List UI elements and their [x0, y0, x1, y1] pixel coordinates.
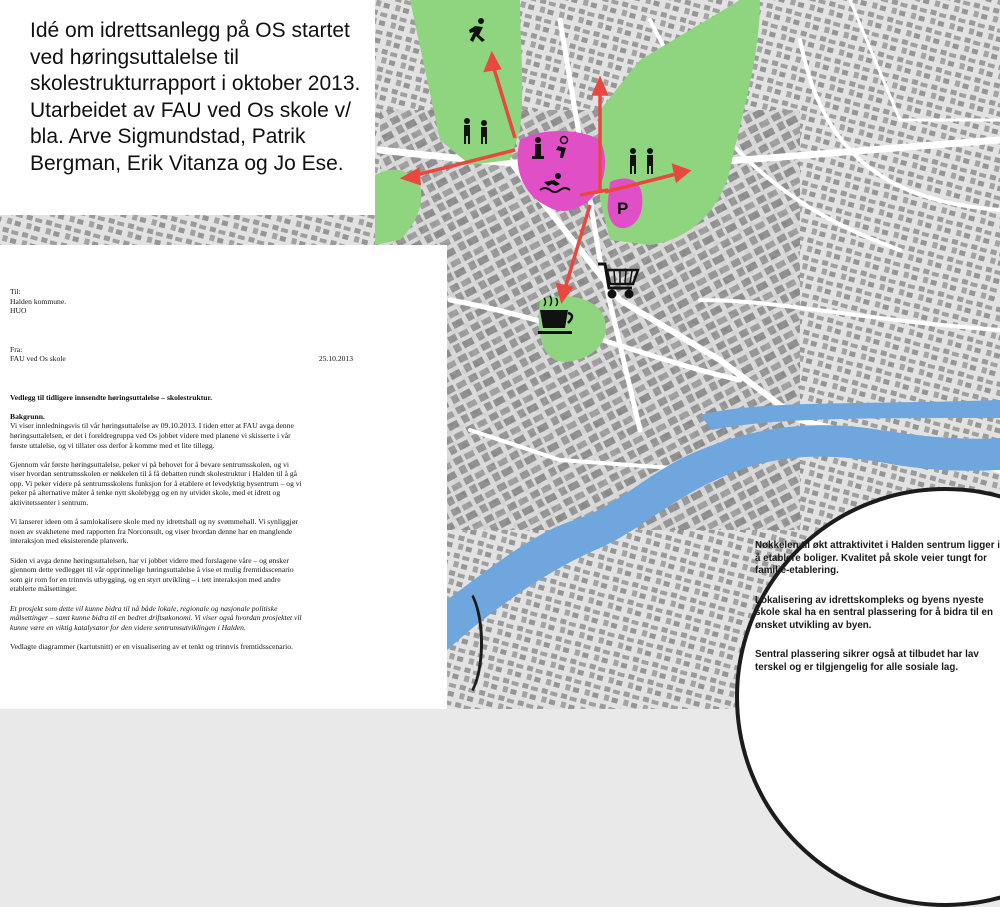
paragraph-line: noen av svakhetene med rapporten fra Norconsult, og viser hvordan denne har en manglende [10, 526, 293, 536]
paragraph-line: Vedlagte diagrammer (kartutsnitt) er en visualisering av et tenkt og trinnvis fremtidsscenario. [10, 641, 293, 651]
to-line: HUO [10, 306, 27, 316]
circle-outline-left [440, 585, 483, 701]
paragraph-line: interaksjon med eksisterende planverk. [10, 536, 129, 546]
to-label: Til: [10, 287, 21, 296]
intro-text-box [0, 0, 375, 215]
paragraph-line: gjennom dette vedlegget til vår opprinnelige høringsuttalelse å vise et mulig fremtidsscenario [10, 565, 294, 575]
paragraph-line: etablerte målsettinger. [10, 584, 78, 594]
letter-document [0, 245, 447, 709]
parking-label: P [617, 199, 629, 218]
paragraph-line: Vi lanserer ideen om å samlokalisere skole med ny idrettshall og ny svømmehall. Vi synliggjør [10, 517, 299, 527]
callout-text [755, 540, 1000, 691]
paragraph-line: aktivitetssenter i sentrum. [10, 498, 89, 508]
from-name: FAU ved Os skole [10, 354, 66, 364]
paragraph-line: første uttalelse, og vi tillater oss derfor å komme med et lite tillegg. [10, 440, 215, 450]
callout-paragraph: Sentral plassering sikrer også at tilbudet har lav terskel og er tilgjengelig for alle sosiale lag. [755, 649, 979, 673]
intro-text: Idé om idrettsanlegg på OS startet ved høringsuttalelse til skolestrukturrapport i oktober 2013. Utarbeidet av FAU ved Os skole v/ bla. Arve Sigmundstad, Patrik Bergman, Erik Vitanza og Jo Ese. [30, 19, 361, 175]
paragraph-line: Vi viser innledningsvis til vår høringsuttalelse av 09.10.2013. I tiden etter at FAU avga denne [10, 421, 294, 431]
paragraph-line: Siden vi avga denne høringsuttalelsen, har vi jobbet videre med forslagene våre – og ønsker [10, 555, 289, 565]
paragraph-line: som gir rom for en trinnvis utbygging, og en styrt utvikling – i tett interaksjon med andre [10, 574, 281, 584]
paragraph-line: opp. Vi peker videre på sentrumsskolens funksjon for å etablere et levedyktig bysentrum – og vi [10, 478, 302, 488]
bakgrunn-heading: Bakgrunn. [10, 411, 45, 421]
paragraph-line: peker på alternative måter å tenke nytt skolebygg og en ny utvidet skole, med et idrett og [10, 488, 281, 498]
callout-paragraph: Nøkkelen til økt attraktivitet i Halden sentrum ligger i å etablere boliger. Kvalitet på skole veier tungt for familie-etablering. [755, 540, 1000, 576]
paragraph-line: høringsuttalelsen, er det i foreldregruppa ved Os jobbet videre med planene vi skisserte i vår [10, 430, 291, 440]
letter-heading: Vedlegg til tidligere innsendte høringsuttalelse – skolestruktur. [10, 392, 213, 402]
paragraph-line: viser hvordan sentrumsskolen er nøkkelen til å få debatten rundt skolestruktur i Halden til å gå [10, 469, 298, 479]
paragraph-line: kunne være en viktig katalysator for den videre sentrumsutviklingen i Halden. [10, 622, 246, 632]
paragraph-line: målsettinger – samt kunne bidra til en bedret driftsøkonomi. Vi viser også hvordan prosjektet vil [10, 613, 302, 623]
parking-icon [617, 199, 628, 218]
letter-date: 25.10.2013 [318, 354, 353, 364]
from-label: Fra: [10, 344, 23, 354]
paragraph-line: Gjennom vår første høringsuttalelse, peker vi på behovet for å bevare sentrumsskolen, og vi [10, 459, 289, 469]
paragraph-line: Et prosjekt som dette vil kunne bidra til nå både lokale, regionale og nasjonale politiske [10, 603, 278, 613]
to-line: Halden kommune. [10, 296, 67, 306]
callout-paragraph: Lokalisering av idrettskompleks og byens nyeste skole skal ha en sentral plassering for å bidra til en ønsket utvikling av byen. [755, 594, 993, 631]
